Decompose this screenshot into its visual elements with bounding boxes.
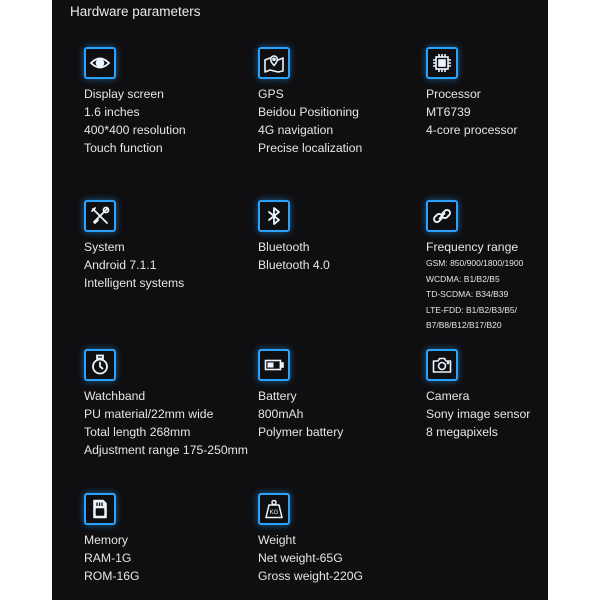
page-title: Hardware parameters bbox=[70, 4, 201, 19]
spec-line: Bluetooth 4.0 bbox=[258, 258, 330, 272]
spec-title: Display screen bbox=[84, 87, 164, 101]
spec-line: Sony image sensor bbox=[426, 407, 531, 421]
spec-line: Total length 268mm bbox=[84, 425, 191, 439]
spec-title: System bbox=[84, 240, 125, 254]
spec-line: Net weight-65G bbox=[258, 551, 343, 565]
spec-line: Polymer battery bbox=[258, 425, 344, 439]
spec-title: Frequency range bbox=[426, 240, 519, 254]
spec-title: Watchband bbox=[84, 389, 146, 403]
spec-line: 1.6 inches bbox=[84, 105, 140, 119]
spec-line: Precise localization bbox=[258, 141, 363, 155]
spec-title: Memory bbox=[84, 533, 129, 547]
spec-line: WCDMA: B1/B2/B5 bbox=[426, 273, 500, 284]
spec-title: Weight bbox=[258, 533, 296, 547]
spec-line: LTE-FDD: B1/B2/B3/B5/ bbox=[426, 304, 518, 315]
eye-icon bbox=[84, 47, 116, 79]
spec-line: 4G navigation bbox=[258, 123, 334, 137]
spec-line: 4-core processor bbox=[426, 123, 518, 137]
spec-title: Bluetooth bbox=[258, 240, 310, 254]
spec-line: B7/B8/B12/B17/B20 bbox=[426, 320, 502, 330]
camera-icon bbox=[426, 349, 458, 381]
chip-icon bbox=[426, 47, 458, 79]
spec-line: Beidou Positioning bbox=[258, 105, 359, 119]
spec-line: Adjustment range 175-250mm bbox=[84, 443, 248, 457]
tools-icon bbox=[84, 200, 116, 232]
spec-line: Android 7.1.1 bbox=[84, 258, 157, 272]
spec-title: GPS bbox=[258, 87, 284, 101]
spec-line: MT6739 bbox=[426, 105, 471, 119]
spec-line: PU material/22mm wide bbox=[84, 407, 214, 421]
sd-card-icon bbox=[84, 493, 116, 525]
hardware-parameters-panel bbox=[52, 0, 548, 600]
spec-line: GSM: 850/900/1800/1900 bbox=[426, 258, 524, 268]
spec-line: RAM-1G bbox=[84, 551, 132, 565]
spec-line: 800mAh bbox=[258, 407, 304, 421]
bluetooth-icon bbox=[258, 200, 290, 232]
link-icon bbox=[426, 200, 458, 232]
spec-line: Touch function bbox=[84, 141, 163, 155]
weight-icon-label: KG bbox=[269, 510, 279, 516]
watch-icon bbox=[84, 349, 116, 381]
spec-title: Processor bbox=[426, 87, 481, 101]
spec-line: 400*400 resolution bbox=[84, 123, 186, 137]
battery-icon bbox=[258, 349, 290, 381]
spec-line: Gross weight-220G bbox=[258, 569, 363, 583]
spec-line: 8 megapixels bbox=[426, 425, 498, 439]
spec-line: TD-SCDMA: B34/B39 bbox=[426, 289, 509, 299]
spec-line: Intelligent systems bbox=[84, 276, 185, 290]
weight-icon bbox=[258, 493, 290, 525]
spec-line: ROM-16G bbox=[84, 569, 140, 583]
spec-title: Battery bbox=[258, 389, 297, 403]
map-pin-icon bbox=[258, 47, 290, 79]
spec-title: Camera bbox=[426, 389, 470, 403]
